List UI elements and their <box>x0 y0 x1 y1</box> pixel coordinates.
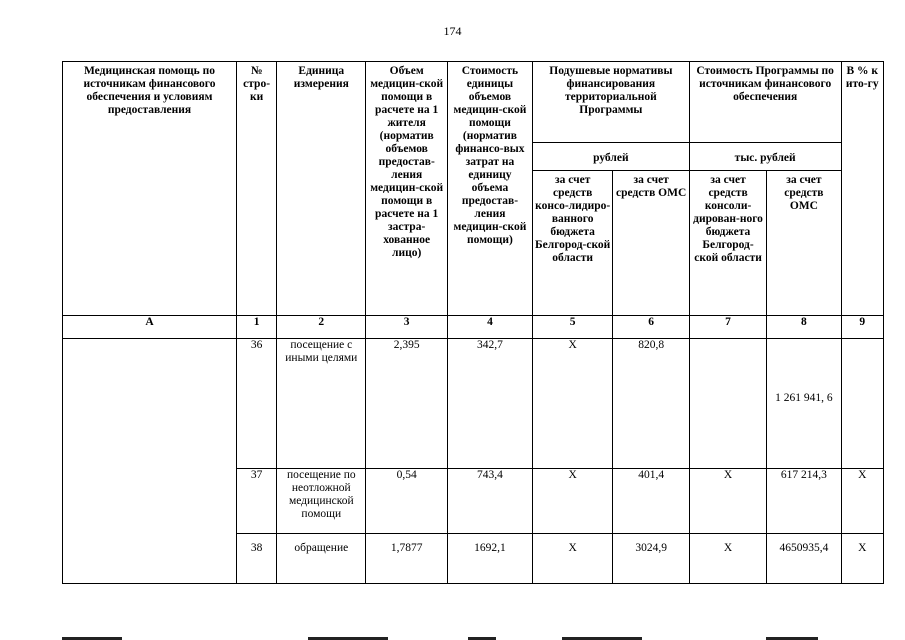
oms-cost-cell: 617 214,3 <box>767 469 841 534</box>
percent-cell: X <box>841 534 884 584</box>
line-number-cell: 36 <box>236 339 276 469</box>
column-number: 2 <box>277 316 366 339</box>
column-number: 1 <box>236 316 276 339</box>
unit-cost-cell: 743,4 <box>448 469 533 534</box>
unit-cell: обращение <box>277 534 366 584</box>
financing-table <box>62 61 884 584</box>
header-regional-budget-cost: за счет средств консоли-дирован-ного бюджета Белгород-ской области <box>689 171 766 316</box>
regional-budget-cost-cell: X <box>689 469 766 534</box>
oms-cost-cell: 4650935,4 <box>767 534 841 584</box>
regional-budget-cost-cell <box>689 339 766 469</box>
oms-percap-cell: 401,4 <box>613 469 689 534</box>
table-row <box>63 339 884 469</box>
column-number: 5 <box>532 316 613 339</box>
header-line-number: № стро-ки <box>236 62 276 316</box>
percent-cell: X <box>841 469 884 534</box>
percent-cell <box>841 339 884 469</box>
column-number: А <box>63 316 237 339</box>
oms-cost-cell: 1 261 941, 6 <box>767 339 841 469</box>
header-unit-rubles: рублей <box>532 143 689 171</box>
header-unit-thousand-rubles: тыс. рублей <box>689 143 841 171</box>
header-program-cost-group: Стоимость Программы по источникам финансового обеспечения <box>689 62 841 143</box>
column-numbers-row <box>63 316 884 339</box>
header-oms-percap: за счет средств ОМС <box>613 171 689 316</box>
line-number-cell: 38 <box>236 534 276 584</box>
regional-budget-percap-cell: X <box>532 339 613 469</box>
volume-cell: 2,395 <box>366 339 448 469</box>
column-number: 4 <box>448 316 533 339</box>
unit-cell: посещение по неотложной медицинской помощи <box>277 469 366 534</box>
header-care-type: Медицинская помощь по источникам финансового обеспечения и условиям предоставления <box>63 62 237 316</box>
volume-cell: 1,7877 <box>366 534 448 584</box>
line-number-cell: 37 <box>236 469 276 534</box>
header-volume: Объем медицин-ской помощи в расчете на 1 жителя (норматив объемов предостав-ления медицин-ской помощи в расчете на 1 застра-хованное лицо) <box>366 62 448 316</box>
unit-cost-cell: 1692,1 <box>448 534 533 584</box>
column-number: 8 <box>767 316 841 339</box>
volume-cell: 0,54 <box>366 469 448 534</box>
regional-budget-cost-cell: X <box>689 534 766 584</box>
column-number: 7 <box>689 316 766 339</box>
column-number: 6 <box>613 316 689 339</box>
column-number: 3 <box>366 316 448 339</box>
unit-cell: посещение с иными целями <box>277 339 366 469</box>
regional-budget-percap-cell: X <box>532 469 613 534</box>
header-regional-budget-percap: за счет средств консо-лидиро-ванного бюджета Белгород-ской области <box>532 171 613 316</box>
header-per-capita-group: Подушевые нормативы финансирования территориальной Программы <box>532 62 689 143</box>
unit-cost-cell: 342,7 <box>448 339 533 469</box>
header-unit-cost: Стоимость единицы объемов медицин-ской помощи (норматив финансо-вых затрат на единицу объема предостав-ления медицин-ской помощи) <box>448 62 533 316</box>
header-percent: В % к ито-гу <box>841 62 884 316</box>
oms-percap-cell: 3024,9 <box>613 534 689 584</box>
page-number: 174 <box>443 24 462 38</box>
care-type-cell <box>63 339 237 584</box>
header-unit: Единица измерения <box>277 62 366 316</box>
oms-percap-cell: 820,8 <box>613 339 689 469</box>
header-oms-cost: за счет средств ОМС <box>767 171 841 316</box>
column-number: 9 <box>841 316 884 339</box>
regional-budget-percap-cell: X <box>532 534 613 584</box>
